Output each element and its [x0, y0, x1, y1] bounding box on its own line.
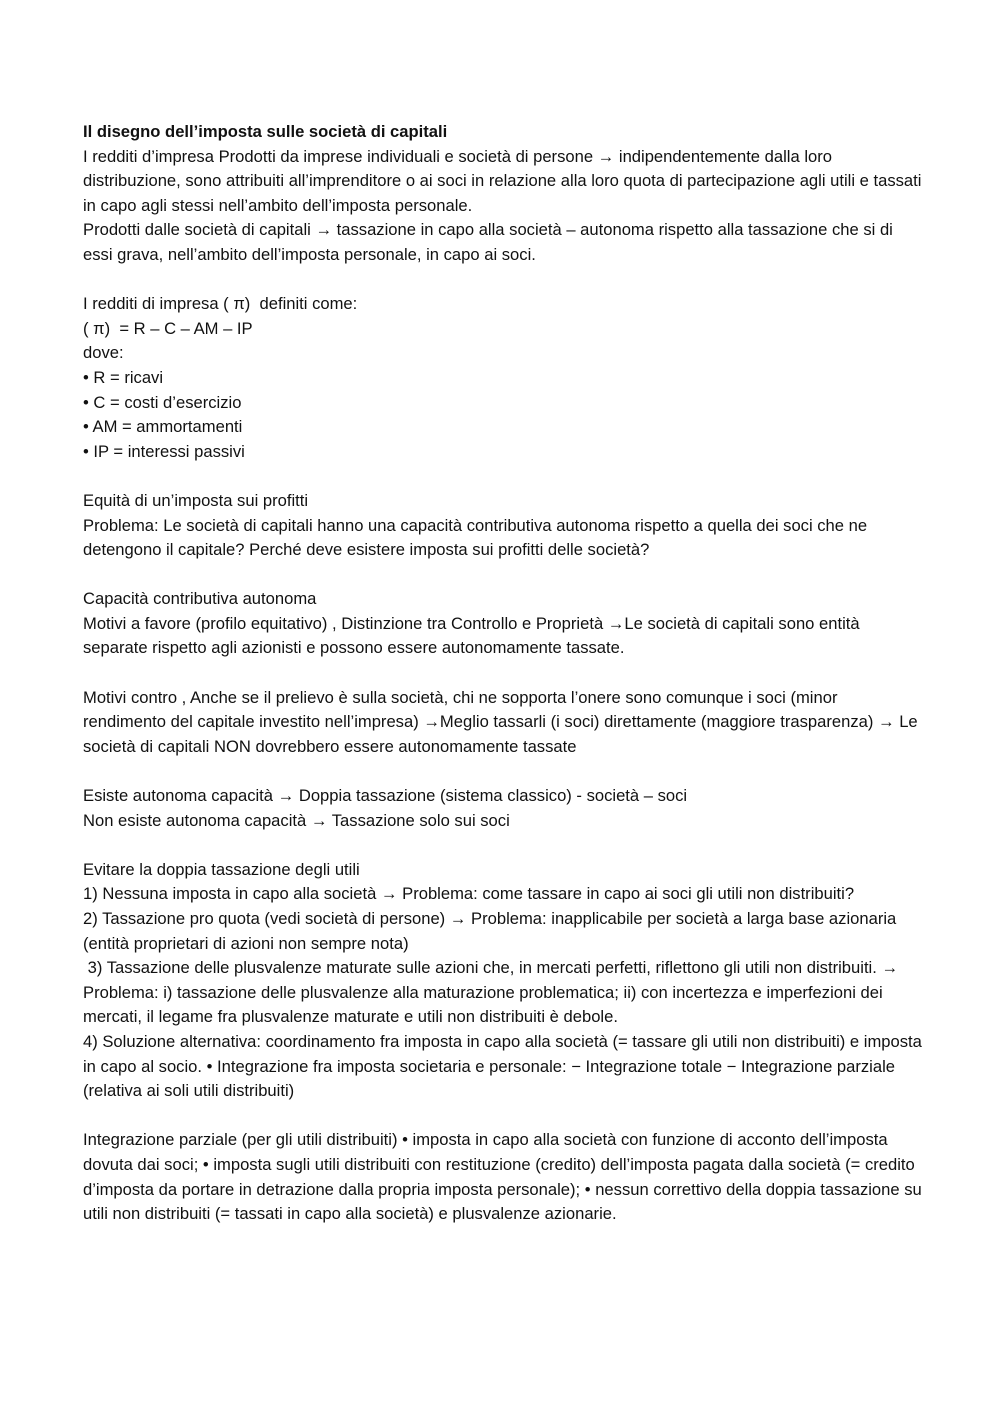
- definition-item-c: • C = costi d’esercizio: [83, 392, 242, 412]
- capacity-heading: Capacità contributiva autonoma: [83, 589, 317, 609]
- summary-line-2: Non esiste autonoma capacità → Tassazione solo sui soci: [83, 810, 510, 830]
- spacer: [83, 1104, 923, 1129]
- avoid-item-1: 1) Nessuna imposta in capo alla società → Problema: come tassare in capo ai soci gli utili non distribuiti?: [83, 884, 855, 904]
- spacer: [83, 268, 923, 293]
- spacer: [83, 563, 923, 588]
- definition-item-ip: • IP = interessi passivi: [83, 441, 245, 461]
- equity-paragraph: Problema: Le società di capitali hanno una capacità contributiva autonoma rispetto a quella dei soci che ne detengono il capitale? Perché deve esistere imposta sui profitti delle società?: [83, 515, 872, 560]
- avoid-item-2: 2) Tassazione pro quota (vedi società di persone) → Problema: inapplicabile per società a larga base azionaria (entità proprietari di azioni non sempre nota): [83, 909, 901, 953]
- definition-lead: I redditi di impresa ( π) definiti come:: [83, 294, 358, 314]
- summary-line-1: Esiste autonoma capacità → Doppia tassazione (sistema classico) - società – soci: [83, 786, 688, 806]
- definition-item-am: • AM = ammortamenti: [83, 417, 243, 437]
- definition-formula: ( π) = R – C – AM – IP: [83, 318, 253, 338]
- spacer: [83, 833, 923, 858]
- equity-heading: Equità di un’imposta sui profitti: [83, 490, 309, 510]
- avoid-item-3: 3) Tassazione delle plusvalenze maturate sulle azioni che, in mercati perfetti, riflettono gli utili non distribuiti. → Problema: i) tassazione delle plusvalenze alla maturazione problematica; ii) con incertezza e imperfezioni dei mercati, il legame fra plusvalenze maturate e utili non distribuiti è debole.: [83, 958, 903, 1027]
- intro-paragraph-2: Prodotti dalle società di capitali → tassazione in capo alla società – autonoma rispetto alla tassazione che si di essi grava, nell’ambito dell’imposta personale, in capo ai soci.: [83, 220, 898, 264]
- document-title: Il disegno dell’imposta sulle società di capitali: [83, 122, 448, 141]
- against-paragraph: Motivi contro , Anche se il prelievo è sulla società, chi ne sopporta l’onere sono comunque i soci (minor rendimento del capitale investito nell’impresa) →Meglio tassarli (i soci) direttamente (maggiore trasparenza) → Le società di capitali NON dovrebbero essere autonomamente tassate: [83, 687, 923, 756]
- document-page: [83, 120, 927, 1227]
- intro-paragraph-1: I redditi d’impresa Prodotti da imprese individuali e società di persone → indipendentemente dalla loro distribuzione, sono attribuiti all’imprenditore o ai soci in relazione alla loro quota di partecipazione agli utili e tassati in capo agli stessi nell’ambito dell’imposta personale.: [83, 146, 927, 215]
- avoid-heading: Evitare la doppia tassazione degli utili: [83, 859, 360, 879]
- definition-item-r: • R = ricavi: [83, 367, 164, 387]
- partial-integration-paragraph: Integrazione parziale (per gli utili distribuiti) • imposta in capo alla società con funzione di acconto dell’imposta dovuta dai soci; • imposta sugli utili distribuiti con restituzione (credito) dell’imposta pagata dalla società (= credito d’imposta da portare in detrazione dalla propria imposta personale); • nessun correttivo della doppia tassazione su utili non distribuiti (= tassati in capo alla società) e plusvalenze azionarie.: [83, 1130, 927, 1224]
- spacer: [83, 661, 923, 686]
- capacity-paragraph: Motivi a favore (profilo equitativo) , Distinzione tra Controllo e Proprietà →Le società di capitali sono entità separate rispetto agli azionisti e possono essere autonomamente tassate.: [83, 613, 865, 658]
- spacer: [83, 759, 923, 784]
- spacer: [83, 464, 923, 489]
- definition-where: dove:: [83, 343, 124, 363]
- avoid-item-4: 4) Soluzione alternativa: coordinamento fra imposta in capo alla società (= tassare gli utili non distribuiti) e imposta in capo al socio. • Integrazione fra imposta societaria e personale: − Integrazione totale − Integrazione parziale (relativa ai soli utili distribuiti): [83, 1031, 927, 1101]
